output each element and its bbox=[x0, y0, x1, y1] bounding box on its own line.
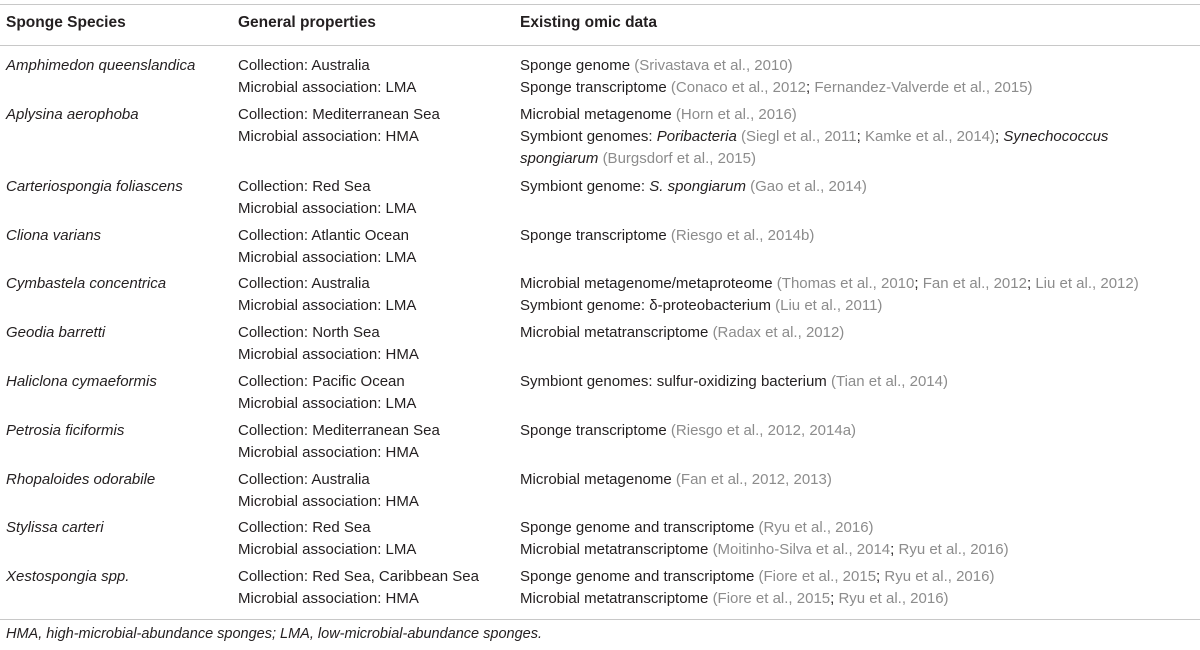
microbial-association-text: Microbial association: HMA bbox=[238, 128, 419, 145]
omic-data-line bbox=[520, 148, 1198, 170]
microbial-association-text: Microbial association: LMA bbox=[238, 395, 417, 412]
taxon-name: Poribacteria bbox=[656, 128, 737, 145]
omic-data bbox=[520, 371, 1198, 393]
citation: Kamke et al., 2014) bbox=[864, 128, 996, 145]
collection-text: Collection: Australia bbox=[238, 275, 370, 292]
species-name: Aplysina aerophoba bbox=[6, 106, 139, 123]
omic-text: ; bbox=[806, 79, 815, 96]
omic-text: Symbiont genome: δ-proteobacterium bbox=[520, 297, 776, 314]
microbial-association-text: Microbial association: LMA bbox=[238, 541, 417, 558]
citation: (Burgsdorf et al., 2015) bbox=[602, 150, 756, 167]
omic-text: ; bbox=[830, 590, 839, 607]
collection-text: Collection: Australia bbox=[238, 471, 370, 488]
omic-text: Microbial metagenome bbox=[520, 471, 676, 488]
citation: Fernandez-Valverde et al., 2015) bbox=[814, 79, 1033, 96]
species-name: Amphimedon queenslandica bbox=[6, 57, 196, 74]
omic-text: Symbiont genomes: bbox=[520, 128, 657, 145]
citation: (Fan et al., 2012, 2013) bbox=[675, 471, 832, 488]
citation: (Ryu et al., 2016) bbox=[758, 519, 874, 536]
species-name: Stylissa carteri bbox=[6, 519, 104, 536]
citation: (Gao et al., 2014) bbox=[750, 178, 867, 195]
taxon-name: Synechococcus bbox=[1003, 128, 1109, 145]
citation: Ryu et al., 2016) bbox=[838, 590, 949, 607]
table-footnote: HMA, high-microbial-abundance sponges; LMA, low-microbial-abundance sponges. bbox=[6, 626, 542, 642]
omic-data bbox=[520, 566, 1198, 610]
general-properties bbox=[238, 273, 508, 317]
omic-data-line bbox=[520, 273, 1198, 295]
omic-text: ; bbox=[914, 275, 923, 292]
general-properties bbox=[238, 420, 508, 464]
microbial-association-text: Microbial association: HMA bbox=[238, 346, 419, 363]
omic-data bbox=[520, 176, 1198, 198]
omic-data-line bbox=[520, 469, 1198, 491]
citation: (Riesgo et al., 2014b) bbox=[670, 227, 815, 244]
header-omic-data: Existing omic data bbox=[520, 14, 657, 31]
citation: (Siegl et al., 2011 bbox=[740, 128, 857, 145]
citation: (Radax et al., 2012) bbox=[712, 324, 845, 341]
collection-text: Collection: Red Sea bbox=[238, 178, 371, 195]
table-top-rule bbox=[0, 4, 1200, 5]
omic-data-line bbox=[520, 371, 1198, 393]
omic-text: Sponge genome bbox=[520, 57, 635, 74]
omic-data bbox=[520, 469, 1198, 491]
general-properties bbox=[238, 469, 508, 513]
general-properties bbox=[238, 55, 508, 99]
omic-text: Microbial metatranscriptome bbox=[520, 541, 713, 558]
omic-data-line bbox=[520, 517, 1198, 539]
general-properties bbox=[238, 104, 508, 148]
citation: (Fiore et al., 2015 bbox=[712, 590, 831, 607]
citation: (Srivastava et al., 2010) bbox=[634, 57, 793, 74]
omic-text: ; bbox=[1026, 275, 1036, 292]
omic-data-line bbox=[520, 539, 1198, 561]
header-general-properties: General properties bbox=[238, 14, 376, 31]
omic-data-line bbox=[520, 566, 1198, 588]
microbial-association-text: Microbial association: LMA bbox=[238, 249, 417, 266]
citation: (Horn et al., 2016) bbox=[675, 106, 797, 123]
species-name: Carteriospongia foliascens bbox=[6, 178, 183, 195]
microbial-association-text: Microbial association: HMA bbox=[238, 590, 419, 607]
collection-text: Collection: Red Sea bbox=[238, 519, 371, 536]
omic-data-line bbox=[520, 420, 1198, 442]
citation: Ryu et al., 2016) bbox=[898, 541, 1009, 558]
omic-text: ; bbox=[876, 568, 885, 585]
general-properties bbox=[238, 517, 508, 561]
omic-data bbox=[520, 104, 1198, 170]
citation: Ryu et al., 2016) bbox=[884, 568, 995, 585]
omic-text: ; bbox=[856, 128, 865, 145]
omic-data-line bbox=[520, 176, 1198, 198]
omic-text: Microbial metagenome bbox=[520, 106, 676, 123]
citation: (Conaco et al., 2012 bbox=[670, 79, 807, 96]
collection-text: Collection: Australia bbox=[238, 57, 370, 74]
omic-data-line bbox=[520, 55, 1198, 77]
omic-text: ; bbox=[890, 541, 899, 558]
species-name: Cliona varians bbox=[6, 227, 102, 244]
general-properties bbox=[238, 371, 508, 415]
header-species: Sponge Species bbox=[6, 14, 126, 31]
collection-text: Collection: Mediterranean Sea bbox=[238, 106, 440, 123]
citation: (Moitinho-Silva et al., 2014 bbox=[712, 541, 891, 558]
omic-text: Microbial metagenome/metaproteome bbox=[520, 275, 777, 292]
microbial-association-text: Microbial association: LMA bbox=[238, 79, 417, 96]
omic-data-line bbox=[520, 588, 1198, 610]
omic-text: Microbial metatranscriptome bbox=[520, 324, 713, 341]
omic-text: Sponge transcriptome bbox=[520, 227, 671, 244]
general-properties bbox=[238, 322, 508, 366]
omic-data-line bbox=[520, 295, 1198, 317]
collection-text: Collection: Atlantic Ocean bbox=[238, 227, 409, 244]
species-name: Cymbastela concentrica bbox=[6, 275, 167, 292]
omic-data bbox=[520, 273, 1198, 317]
species-name: Geodia barretti bbox=[6, 324, 106, 341]
collection-text: Collection: Mediterranean Sea bbox=[238, 422, 440, 439]
citation: (Liu et al., 2011) bbox=[775, 297, 883, 314]
omic-text: Sponge genome and transcriptome bbox=[520, 568, 759, 585]
species-name: Haliclona cymaeformis bbox=[6, 373, 157, 390]
collection-text: Collection: North Sea bbox=[238, 324, 380, 341]
collection-text: Collection: Red Sea, Caribbean Sea bbox=[238, 568, 479, 585]
table-bottom-rule bbox=[0, 619, 1200, 620]
general-properties bbox=[238, 176, 508, 220]
general-properties bbox=[238, 225, 508, 269]
citation: Liu et al., 2012) bbox=[1035, 275, 1139, 292]
citation: (Thomas et al., 2010 bbox=[776, 275, 915, 292]
omic-text: Microbial metatranscriptome bbox=[520, 590, 713, 607]
table-header-rule bbox=[0, 45, 1200, 46]
omic-data bbox=[520, 420, 1198, 442]
omic-data-line bbox=[520, 104, 1198, 126]
microbial-association-text: Microbial association: LMA bbox=[238, 200, 417, 217]
omic-data-line bbox=[520, 225, 1198, 247]
omic-text: Symbiont genomes: sulfur-oxidizing bacterium bbox=[520, 373, 831, 390]
omic-text: ; bbox=[995, 128, 1004, 145]
omic-data bbox=[520, 55, 1198, 99]
species-name: Petrosia ficiformis bbox=[6, 422, 125, 439]
omic-data bbox=[520, 225, 1198, 247]
collection-text: Collection: Pacific Ocean bbox=[238, 373, 405, 390]
species-name: Xestospongia spp. bbox=[6, 568, 130, 585]
microbial-association-text: Microbial association: HMA bbox=[238, 444, 419, 461]
omic-text: Sponge genome and transcriptome bbox=[520, 519, 759, 536]
omic-data-line bbox=[520, 126, 1198, 148]
citation: Fan et al., 2012 bbox=[922, 275, 1027, 292]
general-properties bbox=[238, 566, 508, 610]
omic-text: Symbiont genome: bbox=[520, 178, 650, 195]
taxon-name: spongiarum bbox=[520, 150, 599, 167]
citation: (Fiore et al., 2015 bbox=[758, 568, 877, 585]
omic-text: Sponge transcriptome bbox=[520, 422, 671, 439]
omic-text: Sponge transcriptome bbox=[520, 79, 671, 96]
citation: (Tian et al., 2014) bbox=[830, 373, 948, 390]
omic-data-line bbox=[520, 322, 1198, 344]
taxon-name: S. spongiarum bbox=[649, 178, 746, 195]
omic-data-line bbox=[520, 77, 1198, 99]
omic-data bbox=[520, 517, 1198, 561]
microbial-association-text: Microbial association: LMA bbox=[238, 297, 417, 314]
microbial-association-text: Microbial association: HMA bbox=[238, 493, 419, 510]
omic-data bbox=[520, 322, 1198, 344]
species-name: Rhopaloides odorabile bbox=[6, 471, 156, 488]
citation: (Riesgo et al., 2012, 2014a) bbox=[670, 422, 857, 439]
